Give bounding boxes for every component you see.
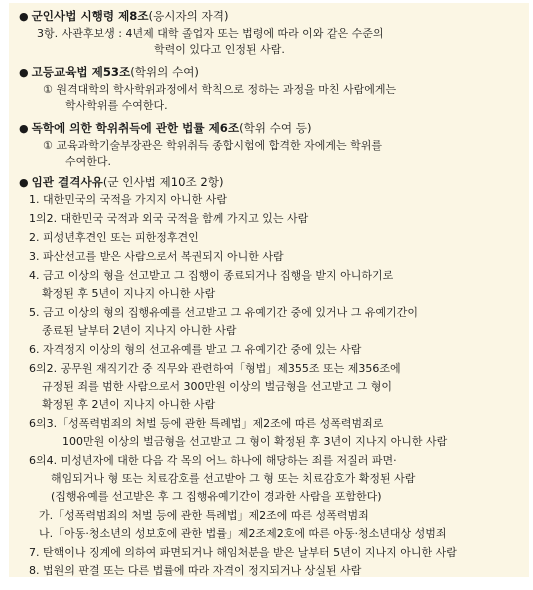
list-item: 7. 탄핵이나 징계에 의하여 파면되거나 해임처분을 받은 날부터 5년이 지나지 아니한 사람	[29, 546, 457, 559]
clause-line: 3항. 사관후보생 : 4년제 대학 졸업자 또는 법령에 따라 이와 같은 수준의	[37, 27, 384, 40]
clause-line: 학력이 있다고 인정된 사람.	[154, 43, 285, 56]
list-item: 6의4. 미성년자에 대한 다음 각 목의 어느 하나에 해당하는 죄를 저질러 파면·	[29, 454, 397, 467]
section-title-higher-education-act	[19, 65, 199, 80]
list-item-continuation: 확정된 후 5년이 지나지 아니한 사람	[42, 287, 216, 300]
list-item: 5. 금고 이상의 형의 집행유예를 선고받고 그 유예기간 중에 있거나 그 유예기간이	[29, 306, 418, 319]
list-item-continuation: 종료된 날부터 2년이 지나지 아니한 사람	[42, 324, 237, 337]
section-heading: 독학에 의한 학위취득에 관한 법률 제6조	[31, 121, 240, 135]
section-heading: 군인사법 시행령 제8조	[31, 9, 149, 23]
list-item-continuation: (집행유예를 선고받은 후 그 집행유예기간이 경과한 사람을 포함한다)	[51, 490, 382, 503]
bullet-icon: ●	[19, 176, 29, 189]
clause-line: ① 교육과학기술부장관은 학위취득 종합시험에 합격한 자에게는 학위를	[43, 139, 382, 152]
bullet-icon: ●	[19, 10, 29, 23]
clause-line: 학사학위를 수여한다.	[65, 99, 168, 112]
sub-item: 나.「아동·청소년의 성보호에 관한 법률」제2조제2호에 따른 아동·청소년대상 성범죄	[39, 527, 447, 540]
list-item: 3. 파산선고를 받은 사람으로서 복권되지 아니한 사람	[29, 250, 284, 263]
list-item-continuation: 확정된 후 2년이 지나지 아니한 사람	[42, 398, 216, 411]
list-item-continuation: 규정된 죄를 범한 사람으로서 300만원 이상의 벌금형을 선고받고 그 형이	[42, 380, 392, 393]
list-item-continuation: 100만원 이상의 벌금형을 선고받고 그 형이 확정된 후 3년이 지나지 아니한 사람	[62, 435, 448, 448]
bullet-icon: ●	[19, 66, 29, 79]
list-item: 6의2. 공무원 재직기간 중 직무와 관련하여「형법」제355조 또는 제356조에	[29, 362, 401, 375]
bullet-icon: ●	[19, 122, 29, 135]
list-item: 1의2. 대한민국 국적과 외국 국적을 함께 가지고 있는 사람	[29, 212, 309, 225]
clause-line: 수여한다.	[65, 155, 112, 168]
section-title-self-study-degree-act	[19, 121, 311, 136]
list-item: 6. 자격정지 이상의 형의 선고유예를 받고 그 유예기간 중에 있는 사람	[29, 343, 362, 356]
section-note: (응시자의 자격)	[148, 9, 229, 23]
list-item: 6의3.「성폭력범죄의 처벌 등에 관한 특례법」제2조에 따른 성폭력범죄로	[29, 417, 384, 430]
list-item: 8. 법원의 판결 또는 다른 법률에 따라 자격이 정지되거나 상실된 사람	[29, 564, 362, 577]
list-item-continuation: 해임되거나 형 또는 치료감호를 선고받아 그 형 또는 치료감호가 확정된 사람	[51, 472, 416, 485]
section-note: (학위의 수여)	[130, 65, 199, 79]
section-heading: 고등교육법 제53조	[31, 65, 131, 79]
sub-item: 가.「성폭력범죄의 처벌 등에 관한 특례법」제2조에 따른 성폭력범죄	[39, 509, 369, 522]
section-note: (학위 수여 등)	[239, 121, 312, 135]
list-item: 1. 대한민국의 국적을 가지지 아니한 사람	[29, 193, 227, 206]
clause-line: ① 원격대학의 학사학위과정에서 학칙으로 정하는 과정을 마친 사람에게는	[43, 83, 397, 96]
list-item: 4. 금고 이상의 형을 선고받고 그 집행이 종료되거나 집행을 받지 아니하기로	[29, 269, 394, 282]
section-note: (군 인사법 제10조 2항)	[102, 175, 224, 189]
section-heading: 임관 결격사유	[31, 175, 103, 189]
list-item: 2. 피성년후견인 또는 피한정후견인	[29, 231, 199, 244]
document-panel	[9, 3, 529, 577]
section-title-disqualification	[19, 175, 223, 190]
section-title-military-personnel-decree	[19, 9, 228, 24]
